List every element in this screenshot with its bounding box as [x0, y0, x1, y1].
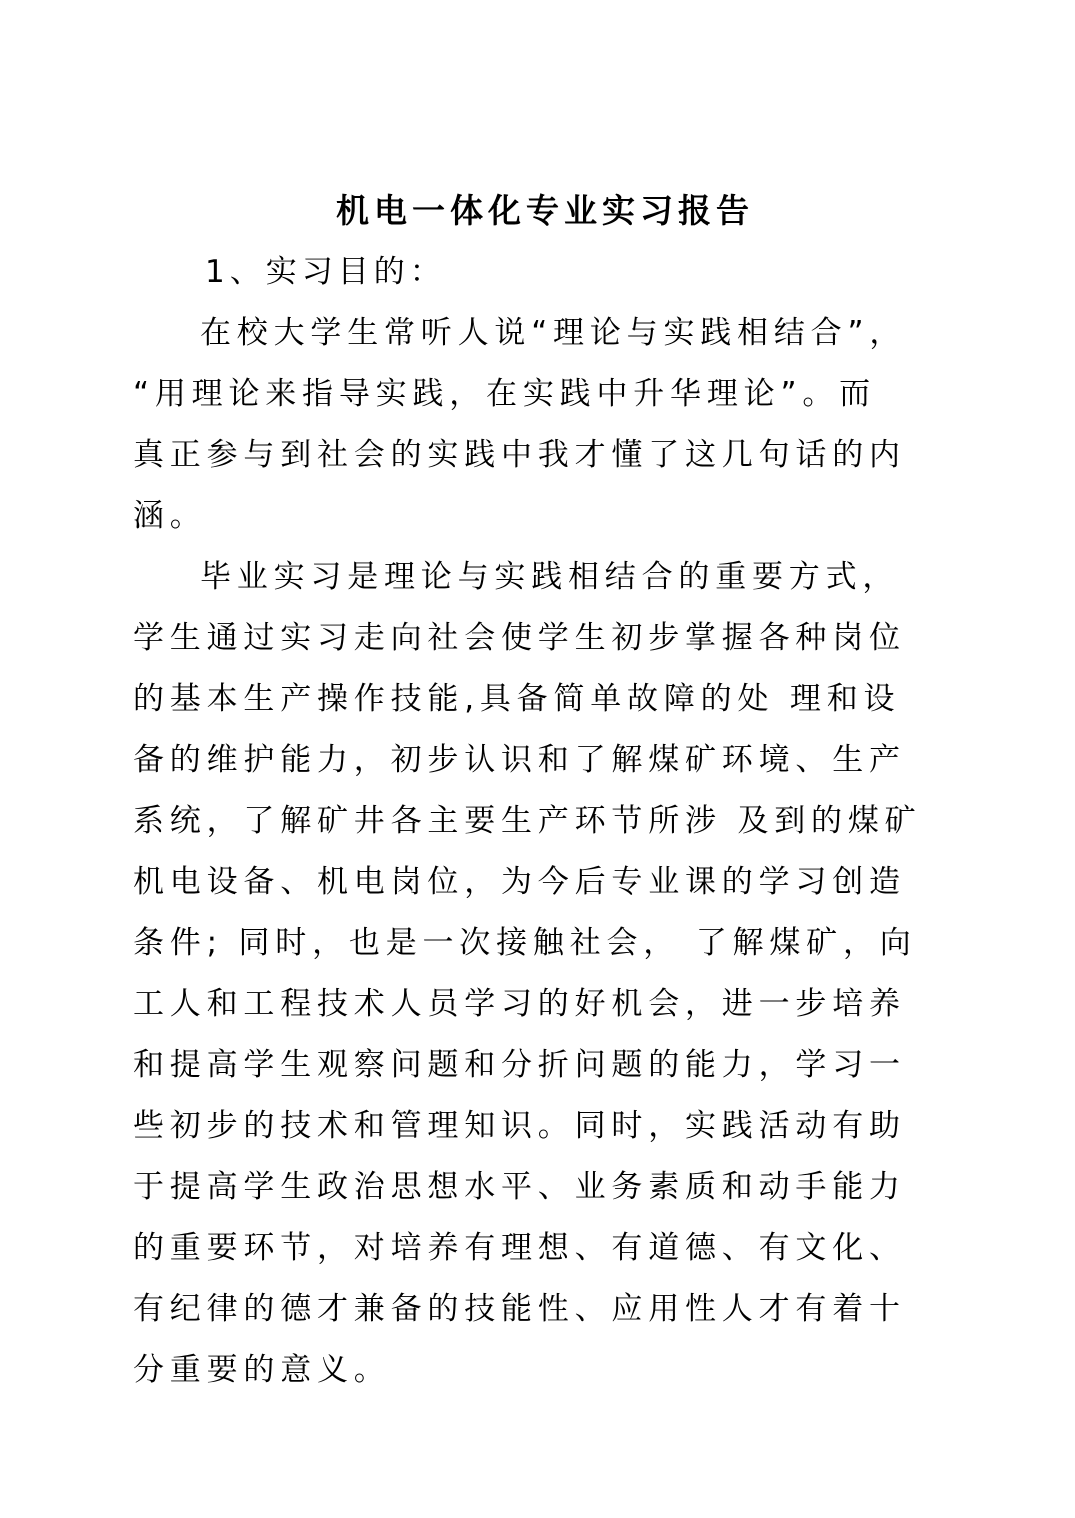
paragraph-line: 和提高学生观察问题和分折问题的能力，学习一: [133, 1047, 906, 1083]
paragraph-line: 分重要的意义。: [133, 1352, 391, 1388]
paragraph-line: 真正参与到社会的实践中我才懂了这几句话的内: [133, 437, 906, 473]
paragraph-line: 学生通过实习走向社会使学生初步掌握各种岗位: [133, 620, 906, 656]
paragraph-line: 在校大学生常听人说“理论与实践相结合”，: [200, 315, 907, 351]
paragraph-line: 备的维护能力，初步认识和了解煤矿环境、生产: [133, 742, 906, 778]
paragraph-line: 的基本生产操作技能,具备简单故障的处 理和设: [133, 681, 901, 717]
paragraph-line: 毕业实习是理论与实践相结合的重要方式，: [200, 559, 900, 595]
paragraph-line: “用理论来指导实践，在实践中升华理论”。而: [133, 376, 876, 412]
paragraph-line: 于提高学生政治思想水平、业务素质和动手能力: [133, 1169, 906, 1205]
paragraph-line: 些初步的技术和管理知识。同时，实践活动有助: [133, 1108, 906, 1144]
document-title: 机电一体化专业实习报告: [336, 191, 754, 230]
paragraph-line: 机电设备、机电岗位，为今后专业课的学习创造: [133, 864, 906, 900]
paragraph-line: 有纪律的德才兼备的技能性、应用性人才有着十: [133, 1291, 906, 1327]
paragraph-line: 的重要环节，对培养有理想、有道德、有文化、: [133, 1230, 906, 1266]
paragraph-line: 工人和工程技术人员学习的好机会，进一步培养: [133, 986, 906, 1022]
paragraph-line: 系统，了解矿井各主要生产环节所涉 及到的煤矿: [133, 803, 922, 839]
paragraph-line: 涵。: [133, 498, 207, 534]
section-heading: 1、实习目的：: [205, 254, 446, 290]
paragraph-line: 条件; 同时，也是一次接触社会， 了解煤矿，向: [133, 925, 917, 961]
